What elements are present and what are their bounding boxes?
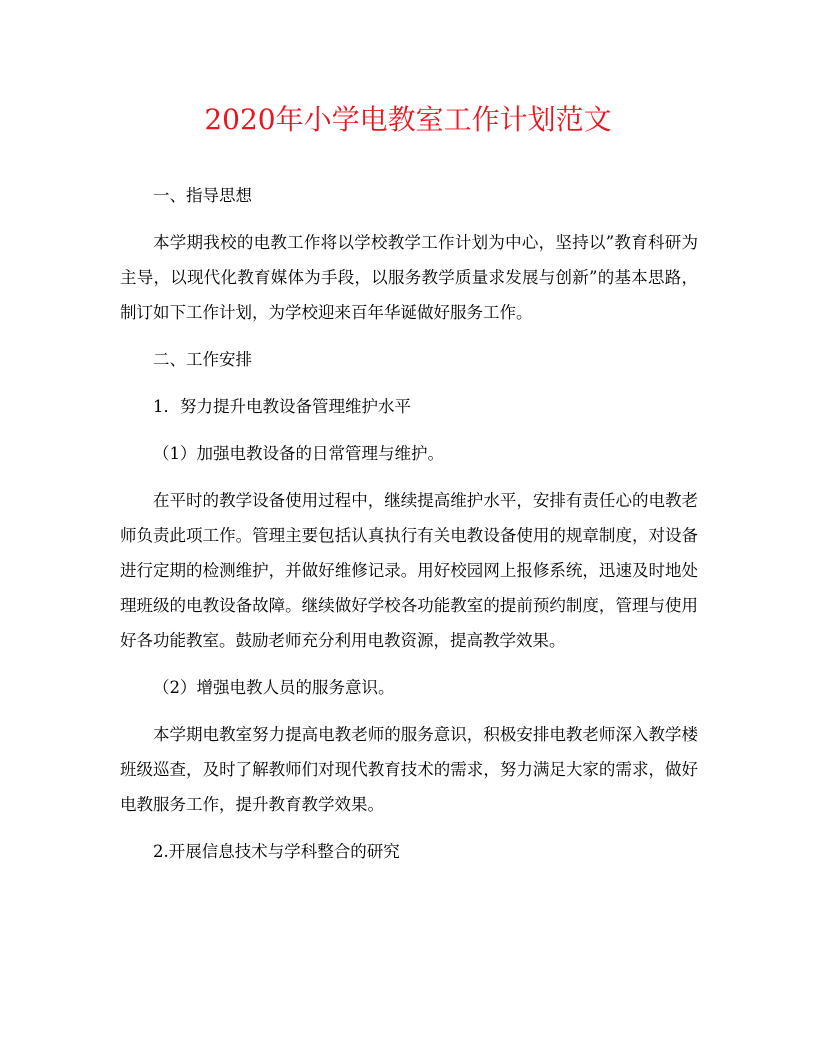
subheading-equipment-maintenance: 1．努力提升电教设备管理维护水平 [153, 397, 411, 416]
section-heading-work-arrangement: 二、工作安排 [153, 350, 252, 369]
paragraph-service-awareness: 本学期电教室努力提高电教老师的服务意识，积极安排电教老师深入教学楼班级巡查，及时了解教师们对现代教育技术的需求，努力满足大家的需求，做好电教服务工作，提升教育教学效果。 [120, 725, 698, 814]
paragraph-daily-management: 在平时的教学设备使用过程中，继续提高维护水平，安排有责任心的电教老师负责此项工作。管理主要包括认真执行有关电教设备使用的规章制度，对设备进行定期的检测维护，并做好维修记录。用好校园网上报修系统，迅速及时地处理班级的电教设备故障。继续做好学校各功能教室的提前预约制度，管理与使用好各功能教室。鼓励老师充分利用电教资源，提高教学效果。 [120, 491, 698, 650]
document-body [120, 178, 698, 881]
subheading-it-integration: 2.开展信息技术与学科整合的研究 [153, 842, 400, 861]
subheading-service-awareness: （2）增强电教人员的服务意识。 [153, 678, 395, 697]
section-heading-guiding-ideology: 一、指导思想 [153, 186, 252, 205]
paragraph-guiding-ideology: 本学期我校的电教工作将以学校教学工作计划为中心，坚持以”教育科研为主导，以现代化教育媒体为手段，以服务教学质量求发展与创新”的基本思路，制订如下工作计划，为学校迎来百年华诞做好服务工作。 [120, 233, 698, 322]
subheading-daily-management: （1）加强电教设备的日常管理与维护。 [153, 444, 444, 463]
page-title: 2020年小学电教室工作计划范文 [204, 103, 612, 136]
